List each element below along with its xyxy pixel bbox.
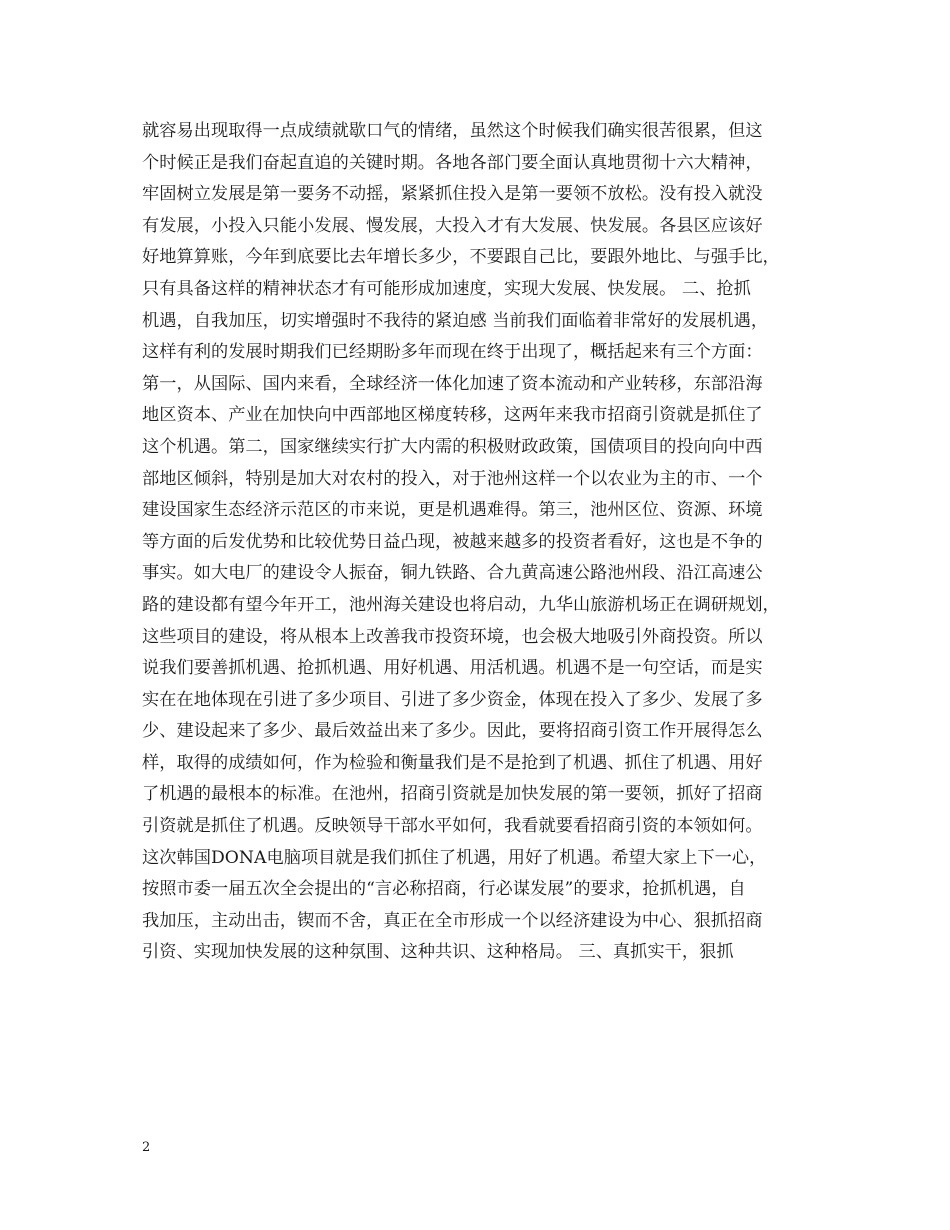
text-line: 这样有利的发展时期我们已经期盼多年而现在终于出现了，概括起来有三个方面：	[142, 342, 763, 363]
text-line: 样，取得的成绩如何，作为检验和衡量我们是不是抢到了机遇、抓住了机遇、用好	[142, 752, 763, 773]
text-line: 等方面的后发优势和比较优势日益凸现，被越来越多的投资者看好，这也是不争的	[142, 531, 763, 552]
text-line: 这些项目的建设，将从根本上改善我市投资环境，也会极大地吸引外商投资。所以	[142, 626, 763, 647]
text-line: 少、建设起来了多少、最后效益出来了多少。因此，要将招商引资工作开展得怎么	[142, 721, 763, 742]
text-line: 我加压，主动出击，锲而不舍，真正在全市形成一个以经济建设为中心、狠抓招商	[142, 910, 763, 931]
text-line: 这次韩国DONA电脑项目就是我们抓住了机遇，用好了机遇。希望大家上下一心，	[142, 847, 767, 868]
text-line: 了机遇的最根本的标准。在池州，招商引资就是加快发展的第一要领，抓好了招商	[142, 784, 763, 805]
text-line: 这个机遇。第二，国家继续实行扩大内需的积极财政政策，国债项目的投向向中西	[142, 436, 763, 457]
text-line: 就容易出现取得一点成绩就歇口气的情绪，虽然这个时候我们确实很苦很累，但这	[142, 121, 763, 141]
text-line: 实在在地体现在引进了多少项目、引进了多少资金，体现在投入了多少、发展了多	[142, 689, 763, 710]
text-line: 地区资本、产业在加快向中西部地区梯度转移，这两年来我市招商引资就是抓住了	[142, 405, 763, 426]
text-line: 只有具备这样的精神状态才有可能形成加速度，实现大发展、快发展。 二、抢抓	[142, 278, 751, 299]
text-line: 说我们要善抓机遇、抢抓机遇、用好机遇、用活机遇。机遇不是一句空话，而是实	[142, 658, 763, 679]
text-line: 按照市委一届五次全会提出的“言必称招商，行必谋发展”的要求，抢抓机遇，自	[142, 879, 746, 900]
text-line: 建设国家生态经济示范区的市来说，更是机遇难得。第三，池州区位、资源、环境	[142, 500, 763, 521]
text-line: 第一，从国际、国内来看，全球经济一体化加速了资本流动和产业转移，东部沿海	[142, 373, 763, 394]
body-text	[142, 116, 822, 969]
page-number: 2	[142, 1140, 151, 1155]
text-line: 引资、实现加快发展的这种氛围、这种共识、这种格局。 三、真抓实干，狠抓	[142, 942, 734, 963]
text-line: 机遇，自我加压，切实增强时不我待的紧迫感 当前我们面临着非常好的发展机遇，	[142, 310, 769, 331]
text-line: 牢固树立发展是第一要务不动摇，紧紧抓住投入是第一要领不放松。没有投入就没	[142, 184, 763, 205]
text-line: 路的建设都有望今年开工，池州海关建设也将启动，九华山旅游机场正在调研规划，	[142, 594, 780, 615]
text-line: 引资就是抓住了机遇。反映领导干部水平如何，我看就要看招商引资的本领如何。	[142, 816, 763, 837]
text-line: 个时候正是我们奋起直追的关键时期。各地各部门要全面认真地贯彻十六大精神，	[142, 152, 763, 173]
text-line: 好地算算账，今年到底要比去年增长多少，不要跟自己比，要跟外地比、与强手比，	[142, 247, 780, 268]
text-line: 事实。如大电厂的建设令人振奋，铜九铁路、合九黄高速公路池州段、沿江高速公	[142, 563, 763, 584]
text-line: 有发展，小投入只能小发展、慢发展，大投入才有大发展、快发展。各县区应该好	[142, 215, 763, 236]
text-line: 部地区倾斜，特别是加大对农村的投入，对于池州这样一个以农业为主的市、一个	[142, 468, 763, 489]
